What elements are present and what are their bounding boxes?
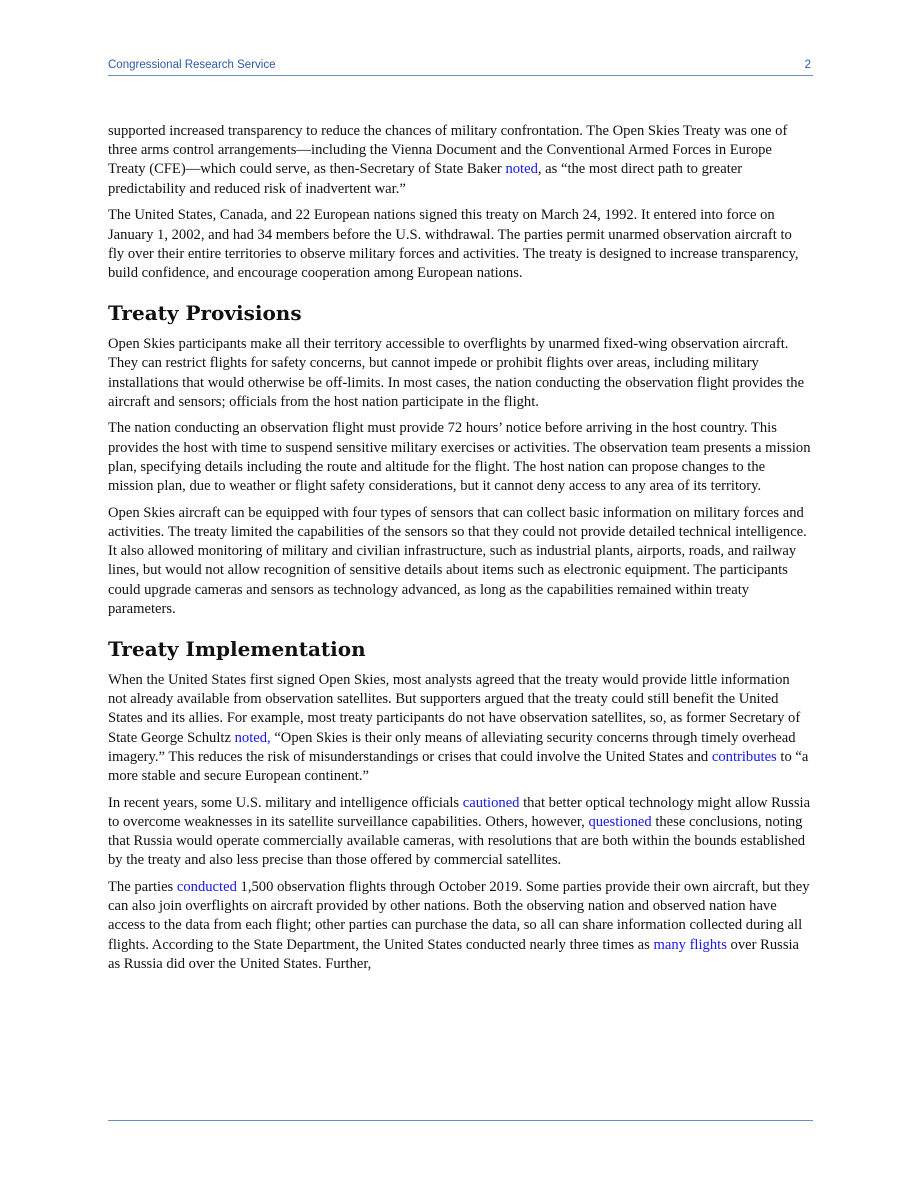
text-run: to “a more stable and secure European continent.” — [108, 748, 809, 784]
text-run: 1,500 observation flights through October 2019. Some parties provide their own aircraft, but they can also join overflights on aircraft provided by other nations. Both the observing nation and observed nation have access to the data from each flight; other parties can purchase the data, so all can share information collected during all flights. According to the State Department, the United States conducted nearly three times as — [108, 879, 810, 953]
text-run: The parties — [108, 879, 177, 895]
page-header — [108, 58, 813, 76]
paragraph: Open Skies participants make all their territory accessible to overflights by unarmed fixed-wing observation aircraft. They can restrict flights for safety concerns, but cannot impede or prohibit flights over areas, including military installations that would otherwise be off-limits. In most cases, the nation conducting the observation flight provides the aircraft and sensors; officials from the host nation participate in the flight. — [108, 336, 805, 410]
text-run: over Russia as Russia did over the United States. Further, — [108, 936, 800, 972]
text-run: supported increased transparency to reduce the chances of military confrontation. The Open Skies Treaty was one of three arms control arrangements—including the Vienna Document and the Conventional Armed Forces in Europe Treaty (CFE)—which could serve, as then-Secretary of State Baker — [108, 123, 788, 178]
paragraph: Open Skies aircraft can be equipped with four types of sensors that can collect basic information on military forces and activities. The treaty limited the capabilities of the sensors so that they could not provide detailed technical intelligence. It also allowed monitoring of military and civilian infrastructure, such as industrial plants, airports, roads, and railway lines, but would not allow recognition of sensitive details about items such as electronic equipment. The participants could upgrade cameras and sensors as technology advanced, as long as the capabilities remained within treaty parameters. — [108, 504, 807, 617]
paragraph: The nation conducting an observation flight must provide 72 hours’ notice before arriving in the host country. This provides the host with time to suspend sensitive military exercises or activities. The observation team presents a mission plan, specifying details including the route and altitude for the flight. The host nation can propose changes to the mission plan, due to weather or flight safety considerations, but it cannot deny access to any area of its territory. — [108, 420, 811, 495]
text-run: When the United States first signed Open Skies, most analysts agreed that the treaty would provide little information not already available from observation satellites. But supporters argued that the treaty could still benefit the United States and its allies. For example, most treaty participants do not have observation satellites, so, as former Secretary of State George Schultz — [108, 671, 801, 746]
link-questioned[interactable]: questioned — [588, 813, 652, 830]
link-noted-baker[interactable]: noted — [505, 161, 538, 178]
paragraph — [108, 122, 811, 199]
header-org-name: Congressional Research Service — [108, 59, 276, 71]
footer-rule — [108, 1120, 813, 1121]
paragraph — [108, 878, 811, 974]
paragraph: The United States, Canada, and 22 European nations signed this treaty on March 24, 1992. It entered into force on January 1, 2002, and had 34 members before the U.S. withdrawal. The parties permit unarmed observation aircraft to fly over their entire territories to observe military forces and activities. The treaty is designed to increase transparency, build confidence, and encourage cooperation among European nations. — [108, 207, 799, 281]
section-heading-implementation: Treaty Implementation — [108, 636, 366, 661]
text-run: , as “the most direct path to greater predictability and reduced risk of inadvertent war.” — [108, 161, 743, 197]
text-run: In recent years, some U.S. military and intelligence officials — [108, 794, 463, 811]
paragraph — [108, 671, 811, 786]
text-run: these conclusions, noting that Russia would operate commercially available cameras, with resolutions that are both within the bounds established by the treaty and also less precise than those offered by commercial satellites. — [108, 813, 806, 869]
link-contributes[interactable]: contributes — [711, 748, 777, 765]
link-conducted[interactable]: conducted — [176, 879, 237, 895]
link-cautioned[interactable]: cautioned — [462, 794, 520, 811]
document-body — [108, 122, 811, 982]
paragraph — [108, 794, 811, 871]
section-heading-provisions: Treaty Provisions — [108, 301, 302, 326]
page-number: 2 — [804, 59, 811, 71]
text-run: that better optical technology might allow Russia to overcome weaknesses in its satellite surveillance capabilities. Others, however, — [108, 794, 811, 830]
text-run: “Open Skies is their only means of alleviating security concerns through timely overhead imagery.” This reduces the risk of misunderstandings or crises that could involve the United States and — [108, 729, 796, 765]
link-many-flights[interactable]: many flights — [653, 936, 727, 953]
link-noted-schultz[interactable]: noted, — [234, 729, 271, 746]
